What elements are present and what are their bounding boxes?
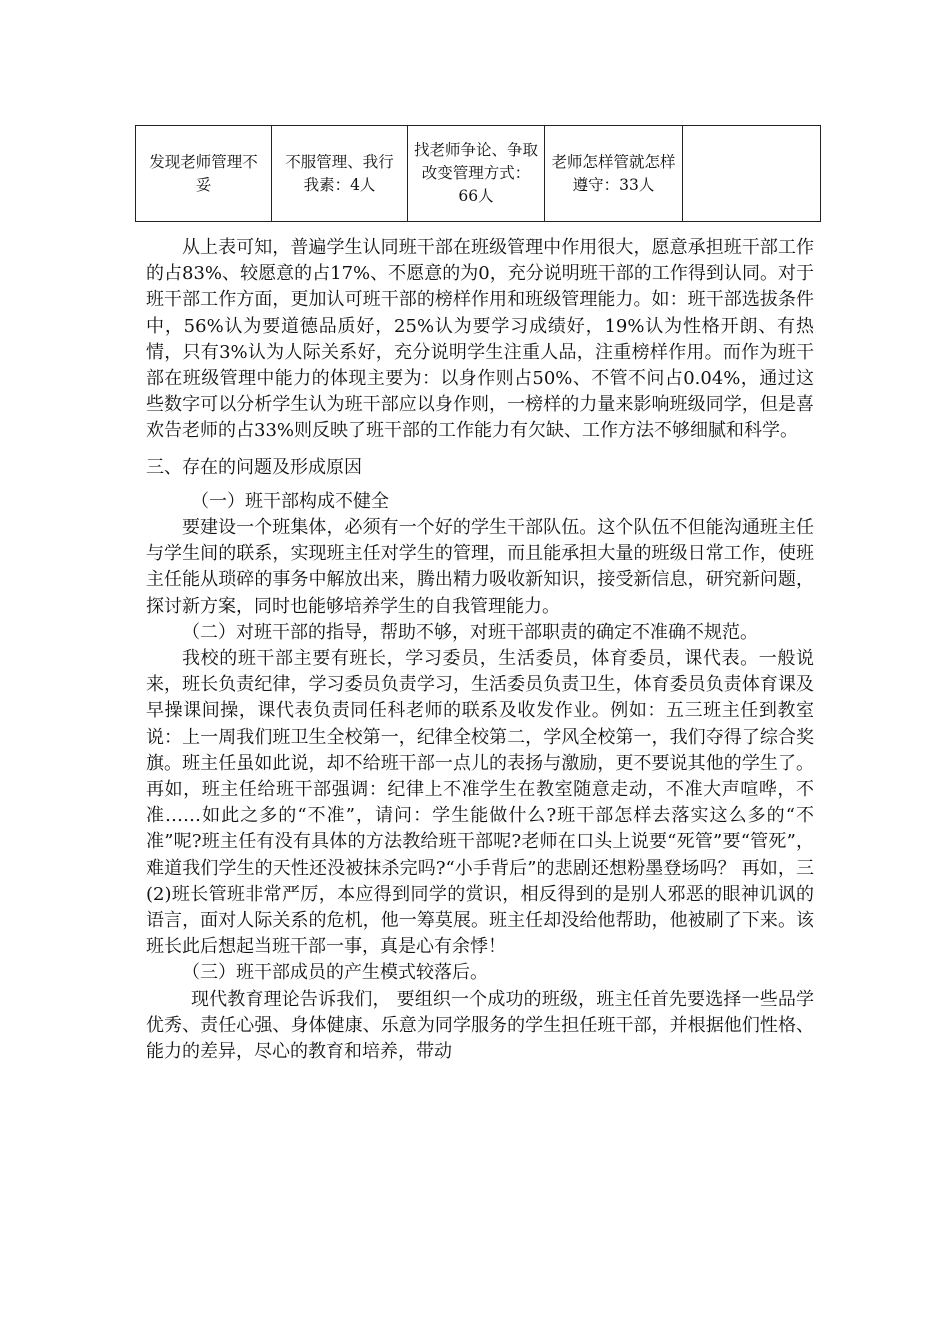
body-paragraph: 要建设一个班集体，必须有一个好的学生干部队伍。这个队伍不但能沟通班主任与学生间的联系，实现班主任对学生的管理，而且能承担大量的班级日常工作，使班主任能从琐碎的事务中解放出来，腾出精力吸收新知识，接受新信息，研究新问题，探讨新方案，同时也能够培养学生的自我管理能力。 [146, 517, 814, 617]
summary-paragraph: 从上表可知，普遍学生认同班干部在班级管理中作用很大，愿意承担班干部工作的占83%、较愿意的占17%、不愿意的为0，充分说明班干部的工作得到认同。对于班干部工作方面，更加认可班干部的榜样作用和班级管理能力。如：班干部选拔条件中，56%认为要道德品质好，25%认为要学习成绩好，19%认为性格开朗、有热情，只有3%认为人际关系好，充分说明学生注重人品，注重榜样作用。而作为班干部在班级管理中能力的体现主要为：以身作则占50%、不管不问占0.04%，通过这些数字可以分析学生认为班干部应以身作则，一榜样的力量来影响班级同学，但是喜欢告老师的占33%则反映了班干部的工作能力有欠缺、工作方法不够细腻和科学。 [146, 237, 814, 442]
body-paragraph: 现代教育理论告诉我们， 要组织一个成功的班级，班主任首先要选择一些品学优秀、责任心强、身体健康、乐意为同学服务的学生担任班干部，并根据他们性格、能力的差异，尽心的教育和培养，带动 [146, 988, 814, 1063]
table-cell: 发现老师管理不妥 [136, 126, 272, 222]
survey-table [135, 125, 821, 222]
table-cell: 老师怎样管就怎样遵守：33人 [545, 126, 683, 222]
body-paragraph: 我校的班干部主要有班长，学习委员，生活委员，体育委员，课代表。一般说来，班长负责纪律，学习委员负责学习，生活委员负责卫生，体育委员负责体育课及早操课间操，课代表负责同任科老师的联系及收发作业。例如：五三班主任到教室说：上一周我们班卫生全校第一，纪律全校第二，学风全校第一，我们夺得了综合奖旗。班主任虽如此说，却不给班干部一点儿的表扬与激励，更不要说其他的学生了。再如，班主任给班干部强调：纪律上不准学生在教室随意走动，不准大声喧哗，不准……如此之多的“不准”，请问：学生能做什么?班干部怎样去落实这么多的“不准”呢?班主任有没有具体的方法教给班干部呢?老师在口头上说要“死管”要“管死”， 难道我们学生的天性还没被抹杀完吗?“小手背后”的悲剧还想粉墨登场吗？ 再如，三(2)班长管班非常严厉，本应得到同学的赏识，相反得到的是别人邪恶的眼神讥讽的语言，面对人际关系的危机，他一筹莫展。班主任却没给他帮助，他被刷了下来。该班长此后想起当班干部一事，真是心有余悸！ [146, 648, 814, 958]
subsection-heading: （一）班干部构成不健全 [191, 490, 389, 512]
subsection-heading: （二）对班干部的指导，帮助不够，对班干部职责的确定不准确不规范。 [182, 621, 758, 643]
table-cell-empty [683, 126, 821, 222]
document-body [146, 235, 814, 1065]
subsection-heading: （三）班干部成员的产生模式较落后。 [182, 962, 488, 984]
table-cell: 不服管理、我行我素：4人 [272, 126, 408, 222]
table-row [136, 126, 821, 222]
table-cell: 找老师争论、争取改变管理方式：66人 [408, 126, 545, 222]
section-heading: 三、存在的问题及形成原因 [146, 456, 362, 478]
